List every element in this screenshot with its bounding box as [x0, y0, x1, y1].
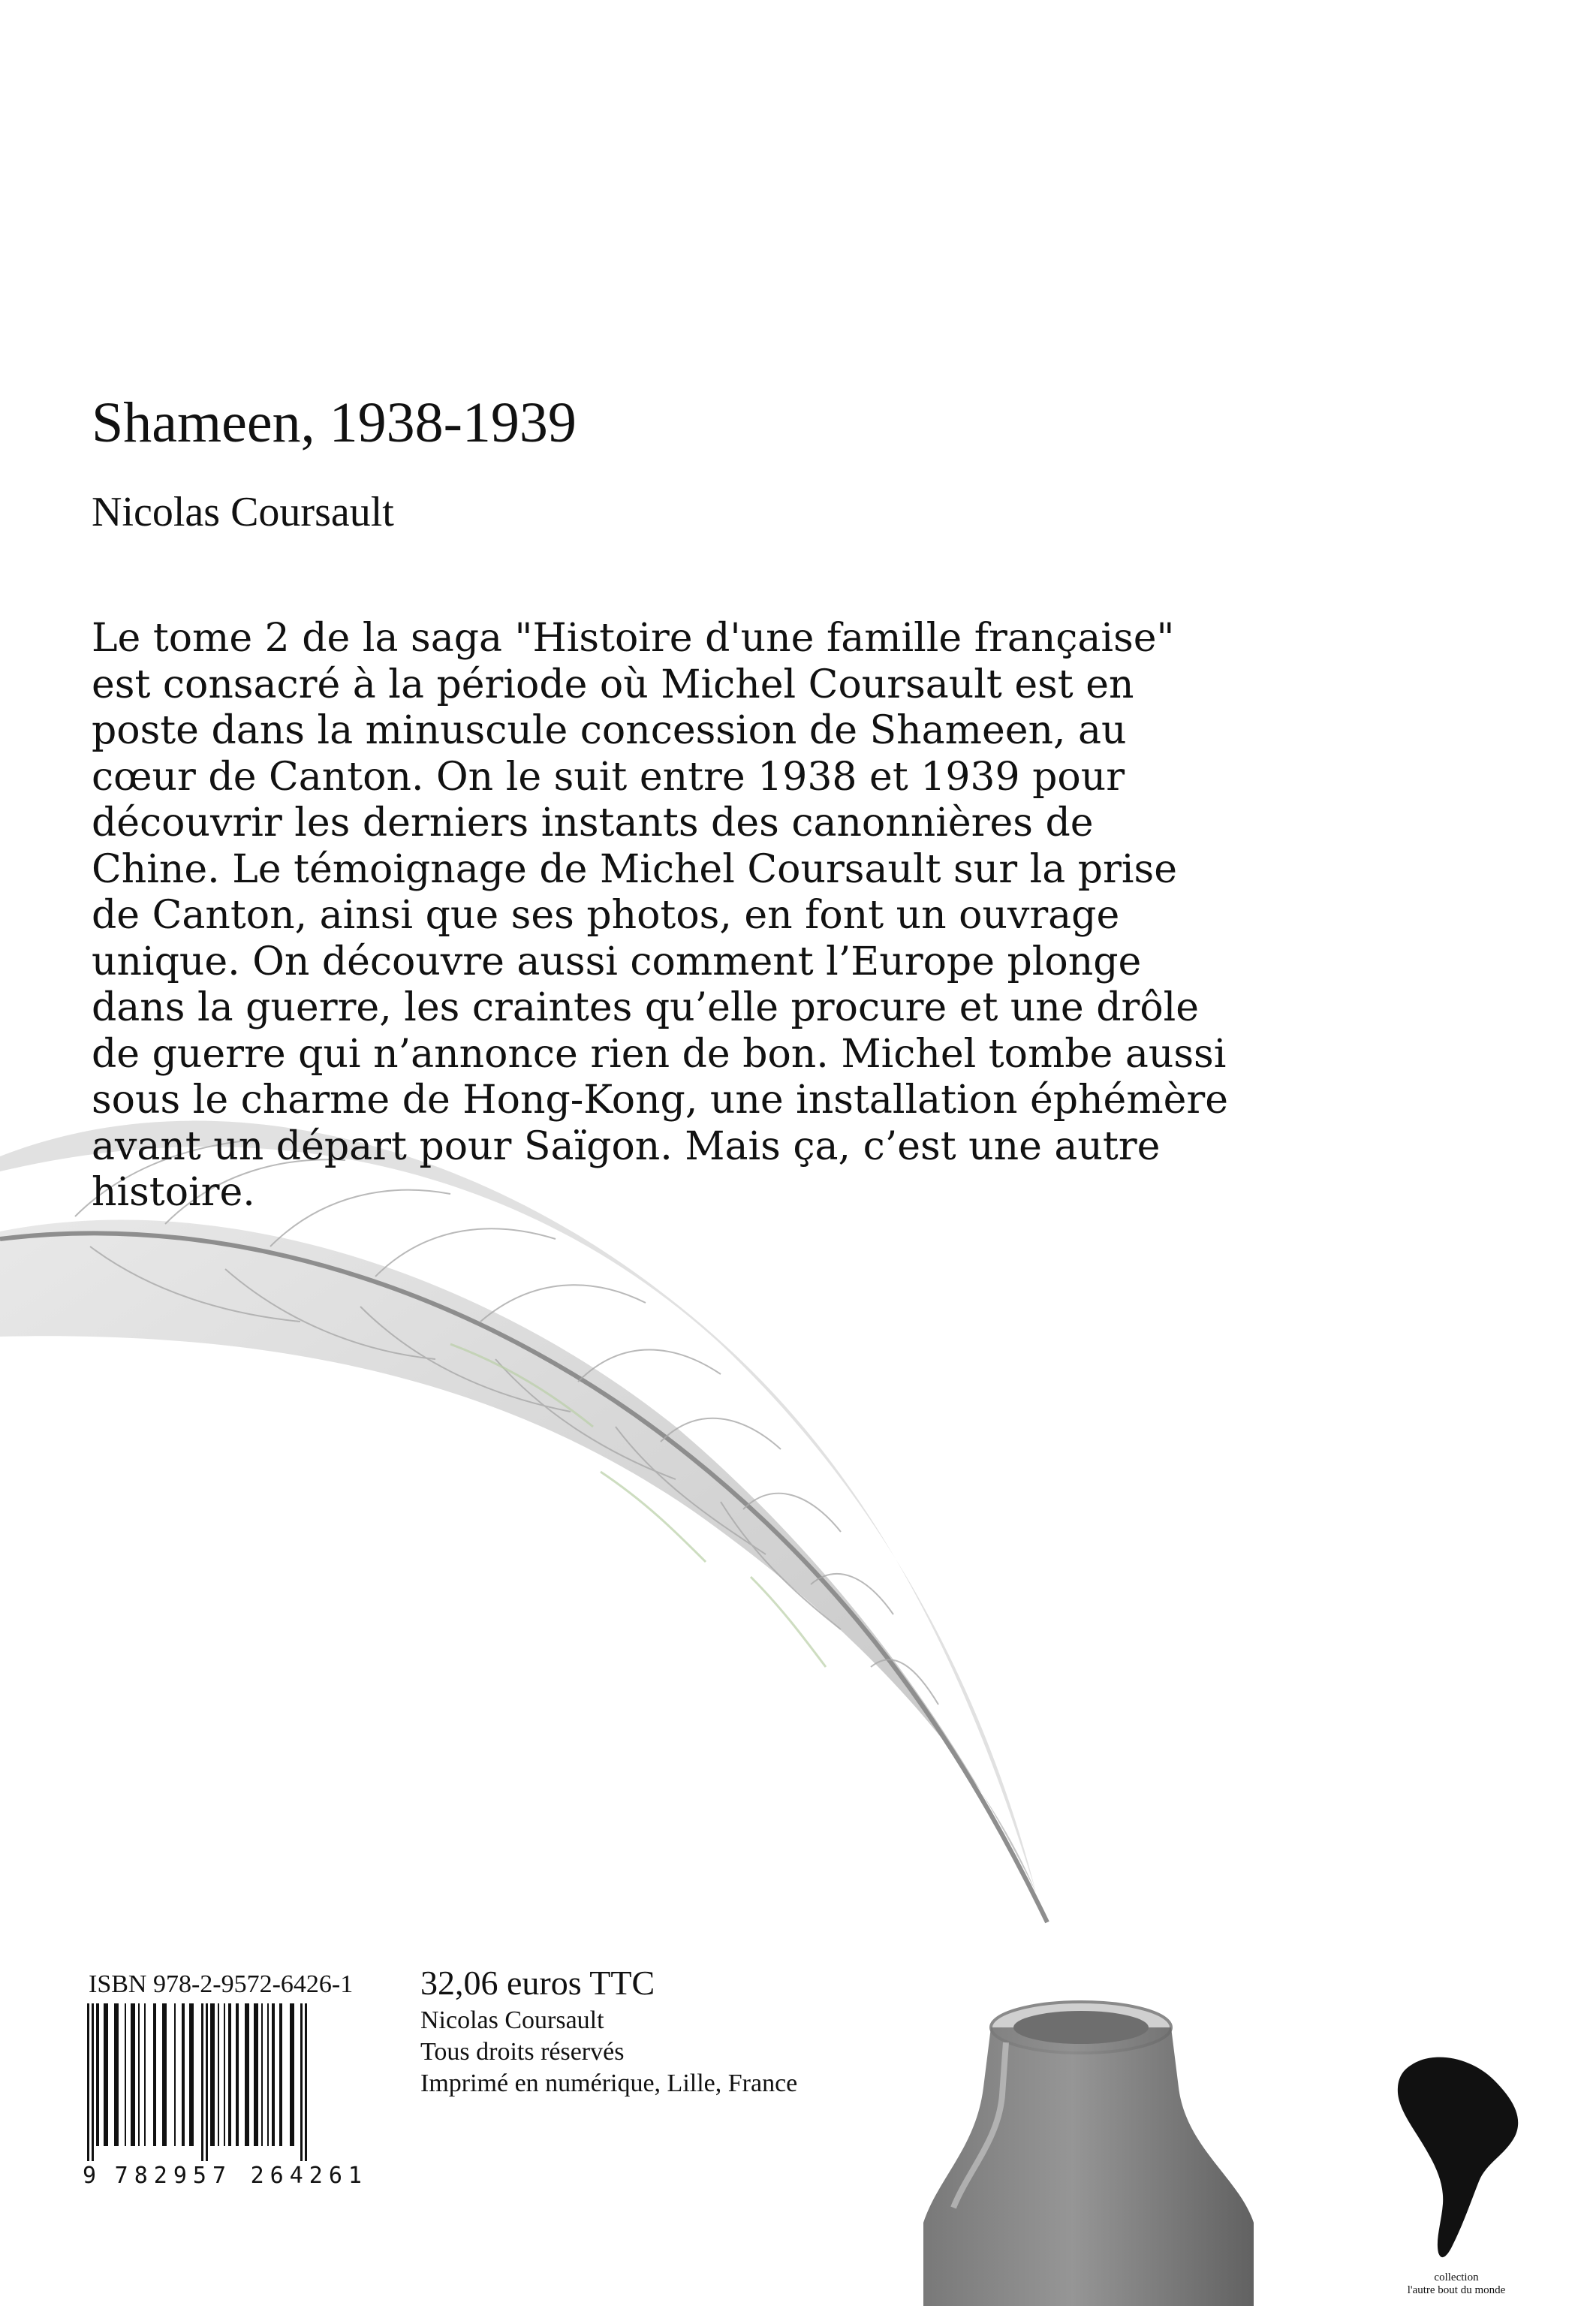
barcode-bar: [96, 2003, 99, 2146]
barcode-bar: [305, 2003, 307, 2161]
barcode-digits-group-1: 782957: [114, 2163, 233, 2189]
barcode-digit-lead: 9: [83, 2163, 97, 2189]
barcode-bar: [272, 2003, 275, 2146]
barcode-bar: [153, 2003, 156, 2146]
collection-label-line1: collection: [1434, 2271, 1479, 2283]
collection-label: [1366, 2271, 1546, 2297]
isbn-barcode: [83, 2003, 368, 2161]
barcode-bar: [104, 2003, 108, 2146]
isbn-label: ISBN 978-2-9572-6426-1: [89, 1970, 354, 1998]
barcode-bar: [267, 2003, 269, 2146]
barcode-bar: [236, 2003, 239, 2146]
feather-lower-vane: [0, 1220, 1036, 1892]
south-america-logo: [1381, 2042, 1531, 2268]
rights-notice: Tous droits réservés: [420, 2038, 625, 2066]
barcode-bar: [114, 2003, 119, 2146]
barcode-bar: [261, 2003, 263, 2146]
barcode-bar: [254, 2003, 258, 2146]
barcode-bar: [224, 2003, 225, 2146]
barcode-bar: [162, 2003, 167, 2146]
barcode-bar: [206, 2003, 208, 2161]
barcode-bar: [201, 2003, 203, 2161]
barcode-bar: [92, 2003, 94, 2161]
barcode-digits: [83, 2163, 368, 2189]
barcode-bar: [210, 2003, 215, 2146]
collection-label-line2: l'autre bout du monde: [1407, 2284, 1506, 2296]
book-title: Shameen, 1938-1939: [92, 391, 577, 454]
barcode-bar: [290, 2003, 294, 2146]
price: 32,06 euros TTC: [420, 1964, 655, 2002]
barcode-bar: [125, 2003, 126, 2146]
barcode-bar: [182, 2003, 185, 2146]
barcode-bar: [87, 2003, 89, 2161]
printing-notice: Imprimé en numérique, Lille, France: [420, 2069, 798, 2097]
barcode-bar: [138, 2003, 140, 2146]
barcode-bar: [174, 2003, 176, 2146]
inkwell: [923, 2002, 1254, 2306]
author-name: Nicolas Coursault: [92, 489, 394, 535]
barcode-bar: [300, 2003, 303, 2161]
barcode-bar: [218, 2003, 219, 2146]
barcode-bar: [279, 2003, 282, 2146]
barcode-bar: [228, 2003, 231, 2146]
barcode-digits-group-2: 264261: [250, 2163, 368, 2189]
barcode-bar: [144, 2003, 146, 2146]
publisher-name: Nicolas Coursault: [420, 2006, 604, 2034]
barcode-bar: [189, 2003, 194, 2146]
barcode-bar: [245, 2003, 249, 2146]
book-blurb: Le tome 2 de la saga "Histoire d'une famille française" est consacré à la période où Michel Coursault est en poste dans la minuscule concession de Shameen, au cœur de Canton. On le suit entre 1938 et 1939 pour découvrir les derniers instants des canonnières de Chine. Le témoignage de Michel Coursault sur la prise de Canton, ainsi que ses photos, en font un ouvrage unique. On découvre aussi comment l’Europe plonge dans la guerre, les craintes qu’elle procure et une drôle de guerre qui n’annonce rien de bon. Michel tombe aussi sous le charme de Hong-Kong, une installation éphémère avant un départ pour Saïgon. Mais ça, c’est une autre histoire.: [92, 616, 1229, 1215]
barcode-bar: [131, 2003, 135, 2146]
